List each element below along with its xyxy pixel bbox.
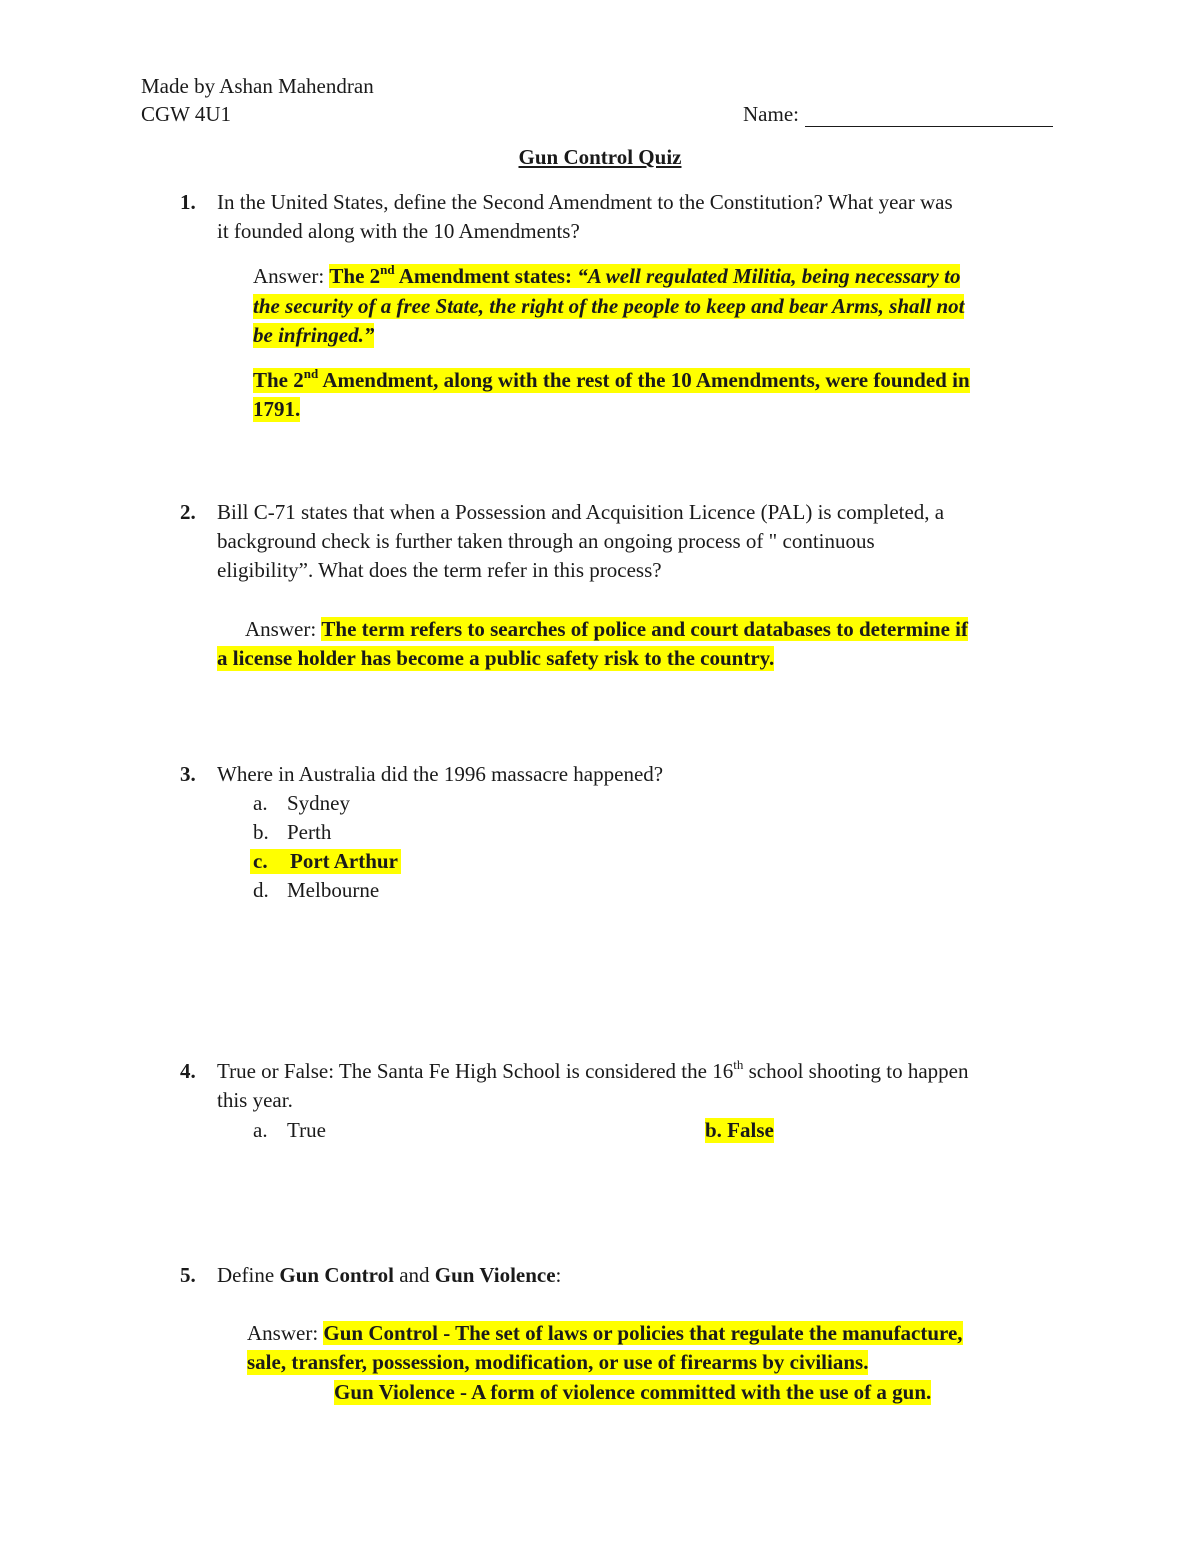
q2-line-1: Bill C-71 states that when a Possession and Acquisition Licence (PAL) is completed, a [217, 500, 945, 524]
q1-answer-year-line-1: The 2nd Amendment, along with the rest of the 10 Amendments, were founded in [253, 366, 970, 392]
q2-answer-line-1 [245, 617, 968, 642]
q5-answer-line-3: Gun Violence - A form of violence committed with the use of a gun. [334, 1380, 932, 1404]
q3-option-d-text: Melbourne [287, 878, 380, 902]
q1-line-2: it founded along with the 10 Amendments? [217, 219, 580, 243]
answer-text: The 2nd Amendment states: “A well regulated Militia, being necessary to [329, 262, 961, 288]
q3-option-a: a. [253, 791, 268, 815]
name-blank-line[interactable] [805, 106, 1053, 127]
question-number-2: 2. [180, 500, 196, 524]
answer-text: Gun Control - The set of laws or policies that regulate the manufacture, [323, 1321, 963, 1345]
q3-option-d: d. [253, 878, 269, 902]
question-number-1: 1. [180, 190, 196, 214]
name-label: Name: [743, 102, 799, 126]
q1-answer-line-3: be infringed.” [253, 323, 375, 347]
question-number-5: 5. [180, 1263, 196, 1287]
q5-question: Define Gun Control and Gun Violence: [217, 1263, 562, 1287]
q3-question: Where in Australia did the 1996 massacre happened? [217, 762, 664, 786]
q4-option-b-correct: b. False [705, 1118, 774, 1142]
author-line: Made by Ashan Mahendran [141, 74, 374, 98]
q4-line-2: this year. [217, 1088, 293, 1112]
name-field[interactable] [743, 102, 1053, 127]
answer-text: The term refers to searches of police and court databases to determine if [321, 617, 968, 641]
answer-label: Answer: [245, 617, 322, 641]
answer-label: Answer: [253, 264, 330, 288]
q5-answer-line-1 [247, 1321, 963, 1346]
q2-answer-line-2: a license holder has become a public safety risk to the country. [217, 646, 775, 670]
q4-option-a-text: True [287, 1118, 326, 1142]
q1-answer-line-2: the security of a free State, the right of the people to keep and bear Arms, shall not [253, 294, 965, 318]
q1-line-1: In the United States, define the Second Amendment to the Constitution? What year was [217, 190, 953, 214]
course-code: CGW 4U1 [141, 102, 232, 126]
q3-option-c-correct: c. Port Arthur [250, 849, 401, 874]
q1-answer-line-1 [253, 264, 960, 289]
q3-option-b: b. [253, 820, 269, 844]
q3-option-b-text: Perth [287, 820, 332, 844]
page-title: Gun Control Quiz [518, 145, 682, 169]
q4-option-a: a. [253, 1118, 268, 1142]
question-number-4: 4. [180, 1059, 196, 1083]
question-number-3: 3. [180, 762, 196, 786]
q2-line-2: background check is further taken through an ongoing process of " continuous [217, 529, 875, 553]
q1-answer-year-line-2: 1791. [253, 397, 301, 421]
q4-line-1: True or False: The Santa Fe High School is considered the 16th school shooting to happen [217, 1057, 969, 1083]
q2-line-3: eligibility”. What does the term refer in this process? [217, 558, 662, 582]
answer-label: Answer: [247, 1321, 324, 1345]
q5-answer-line-2: sale, transfer, possession, modification, or use of firearms by civilians. [247, 1350, 869, 1374]
q3-option-a-text: Sydney [287, 791, 350, 815]
